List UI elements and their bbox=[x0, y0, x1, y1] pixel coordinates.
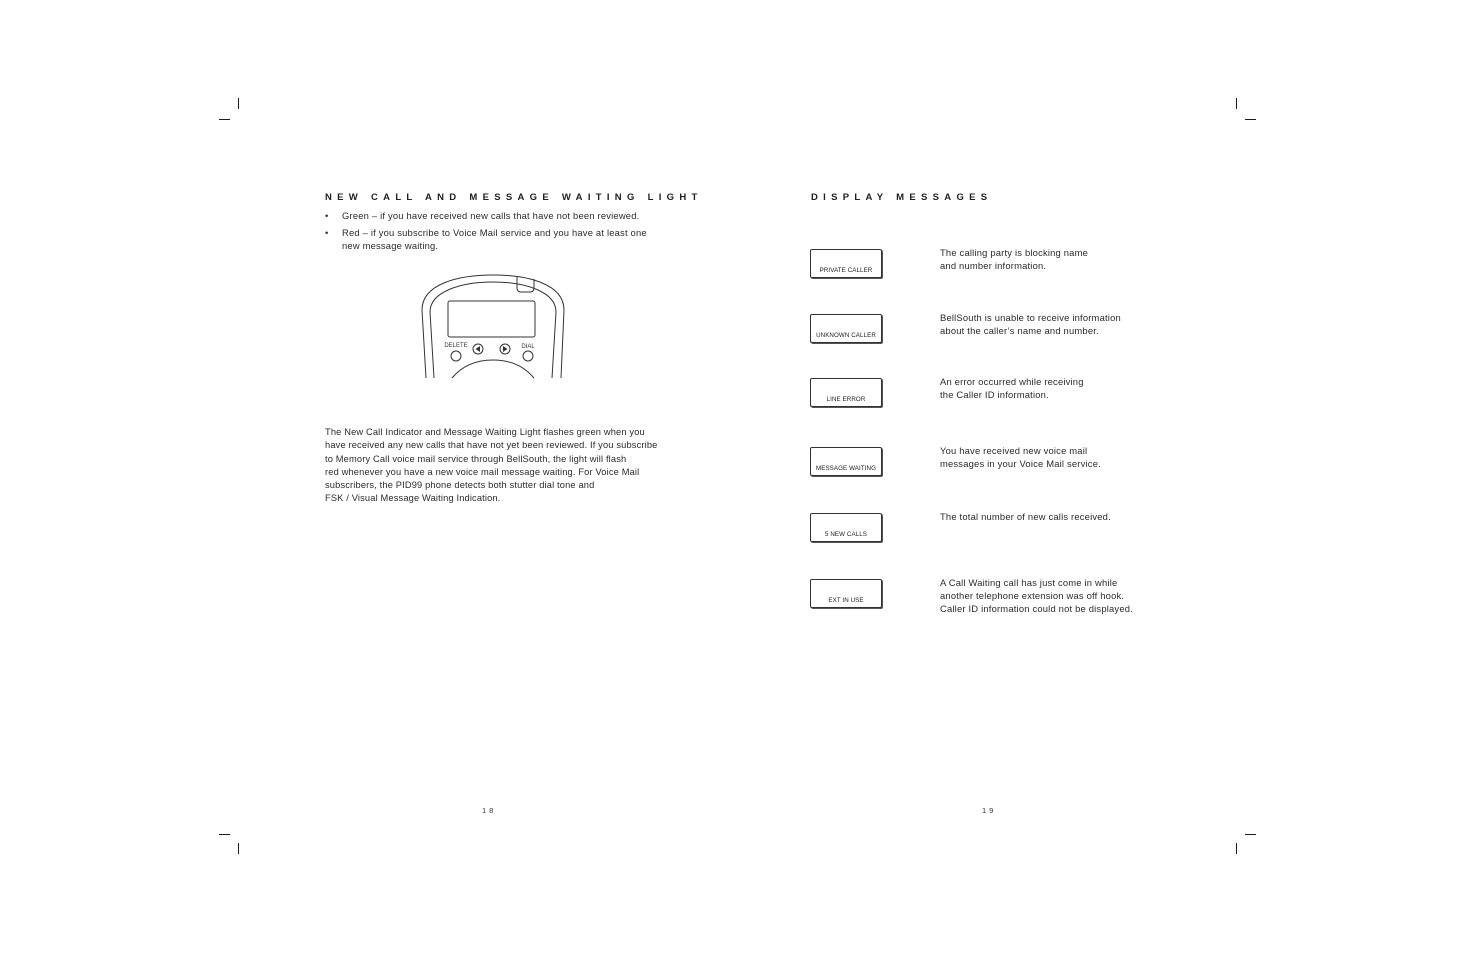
paragraph-line: to Memory Call voice mail service through BellSouth, the light will flash bbox=[325, 453, 627, 464]
description-line: Caller ID information could not be displayed. bbox=[940, 603, 1133, 615]
crop-mark bbox=[1236, 98, 1237, 109]
crop-mark bbox=[1245, 834, 1256, 835]
display-text: UNKNOWN CALLER bbox=[816, 332, 876, 339]
description-line: The calling party is blocking name bbox=[940, 247, 1089, 258]
page-number-right: 19 bbox=[982, 806, 997, 815]
dial-label: DIAL bbox=[521, 344, 535, 350]
display-text: 5 NEW CALLS bbox=[824, 531, 868, 538]
display-new-calls bbox=[810, 513, 882, 542]
phone-inner-outline bbox=[430, 282, 556, 378]
crop-mark bbox=[219, 834, 230, 835]
display-text: LINE ERROR bbox=[826, 396, 866, 403]
phone-outline bbox=[422, 275, 564, 378]
left-page-heading: NEW CALL AND MESSAGE WAITING LIGHT bbox=[325, 192, 703, 203]
phone-illustration bbox=[418, 270, 568, 382]
display-unknown-caller bbox=[810, 314, 882, 343]
display-line-error bbox=[810, 378, 882, 407]
display-text: PRIVATE CALLER bbox=[819, 267, 873, 274]
message-description bbox=[940, 444, 1180, 470]
light-description-paragraph bbox=[325, 426, 670, 506]
display-text: MESSAGE WAITING bbox=[815, 465, 877, 472]
display-message-waiting bbox=[810, 447, 882, 476]
crop-mark bbox=[1245, 119, 1256, 120]
dial-button bbox=[523, 351, 533, 361]
left-arrow-icon bbox=[476, 346, 481, 352]
description-line: another telephone extension was off hook. bbox=[940, 590, 1125, 602]
bullet-marker: • bbox=[325, 227, 329, 238]
description-line: and number information. bbox=[940, 260, 1047, 272]
right-page-heading: DISPLAY MESSAGES bbox=[811, 192, 993, 203]
handset-cradle bbox=[452, 360, 534, 378]
paragraph-line: red whenever you have a new voice mail message waiting. For Voice Mail bbox=[325, 466, 640, 477]
description-line: The total number of new calls received. bbox=[940, 511, 1111, 522]
lcd-screen bbox=[448, 301, 535, 337]
light-color-list bbox=[325, 209, 670, 256]
message-description bbox=[940, 375, 1180, 401]
delete-label: DELETE bbox=[444, 343, 468, 349]
crop-mark bbox=[238, 843, 239, 854]
message-description bbox=[940, 510, 1180, 523]
display-text: EXT IN USE bbox=[828, 597, 864, 604]
description-line: You have received new voice mail bbox=[940, 445, 1088, 456]
bullet-text: Green – if you have received new calls that have not been reviewed. bbox=[342, 210, 640, 221]
paragraph-line: have received any new calls that have not yet been reviewed. If you subscribe bbox=[325, 440, 658, 451]
description-line: BellSouth is unable to receive information bbox=[940, 312, 1121, 323]
message-description bbox=[940, 246, 1180, 272]
message-description bbox=[940, 311, 1180, 337]
message-description bbox=[940, 576, 1180, 616]
paragraph-line: FSK / Visual Message Waiting Indication. bbox=[325, 493, 501, 504]
list-item bbox=[325, 209, 670, 222]
description-line: A Call Waiting call has just come in while bbox=[940, 577, 1118, 588]
list-item bbox=[325, 226, 670, 252]
bullet-text: new message waiting. bbox=[342, 240, 439, 251]
paragraph-line: The New Call Indicator and Message Waiting Light flashes green when you bbox=[325, 427, 645, 437]
display-private-caller bbox=[810, 249, 882, 278]
crop-mark bbox=[238, 98, 239, 109]
bullet-text: Red – if you subscribe to Voice Mail service and you have at least one bbox=[342, 227, 647, 238]
description-line: messages in your Voice Mail service. bbox=[940, 458, 1101, 470]
bullet-marker: • bbox=[325, 210, 329, 221]
description-line: about the caller’s name and number. bbox=[940, 325, 1099, 337]
right-arrow-icon bbox=[503, 346, 508, 352]
delete-button bbox=[451, 351, 461, 361]
crop-mark bbox=[1236, 843, 1237, 854]
display-ext-in-use bbox=[810, 579, 882, 608]
paragraph-line: subscribers, the PID99 phone detects both stutter dial tone and bbox=[325, 480, 595, 491]
crop-mark bbox=[219, 119, 230, 120]
page-number-left: 18 bbox=[482, 806, 497, 815]
description-line: the Caller ID information. bbox=[940, 389, 1049, 401]
description-line: An error occurred while receiving bbox=[940, 376, 1084, 387]
